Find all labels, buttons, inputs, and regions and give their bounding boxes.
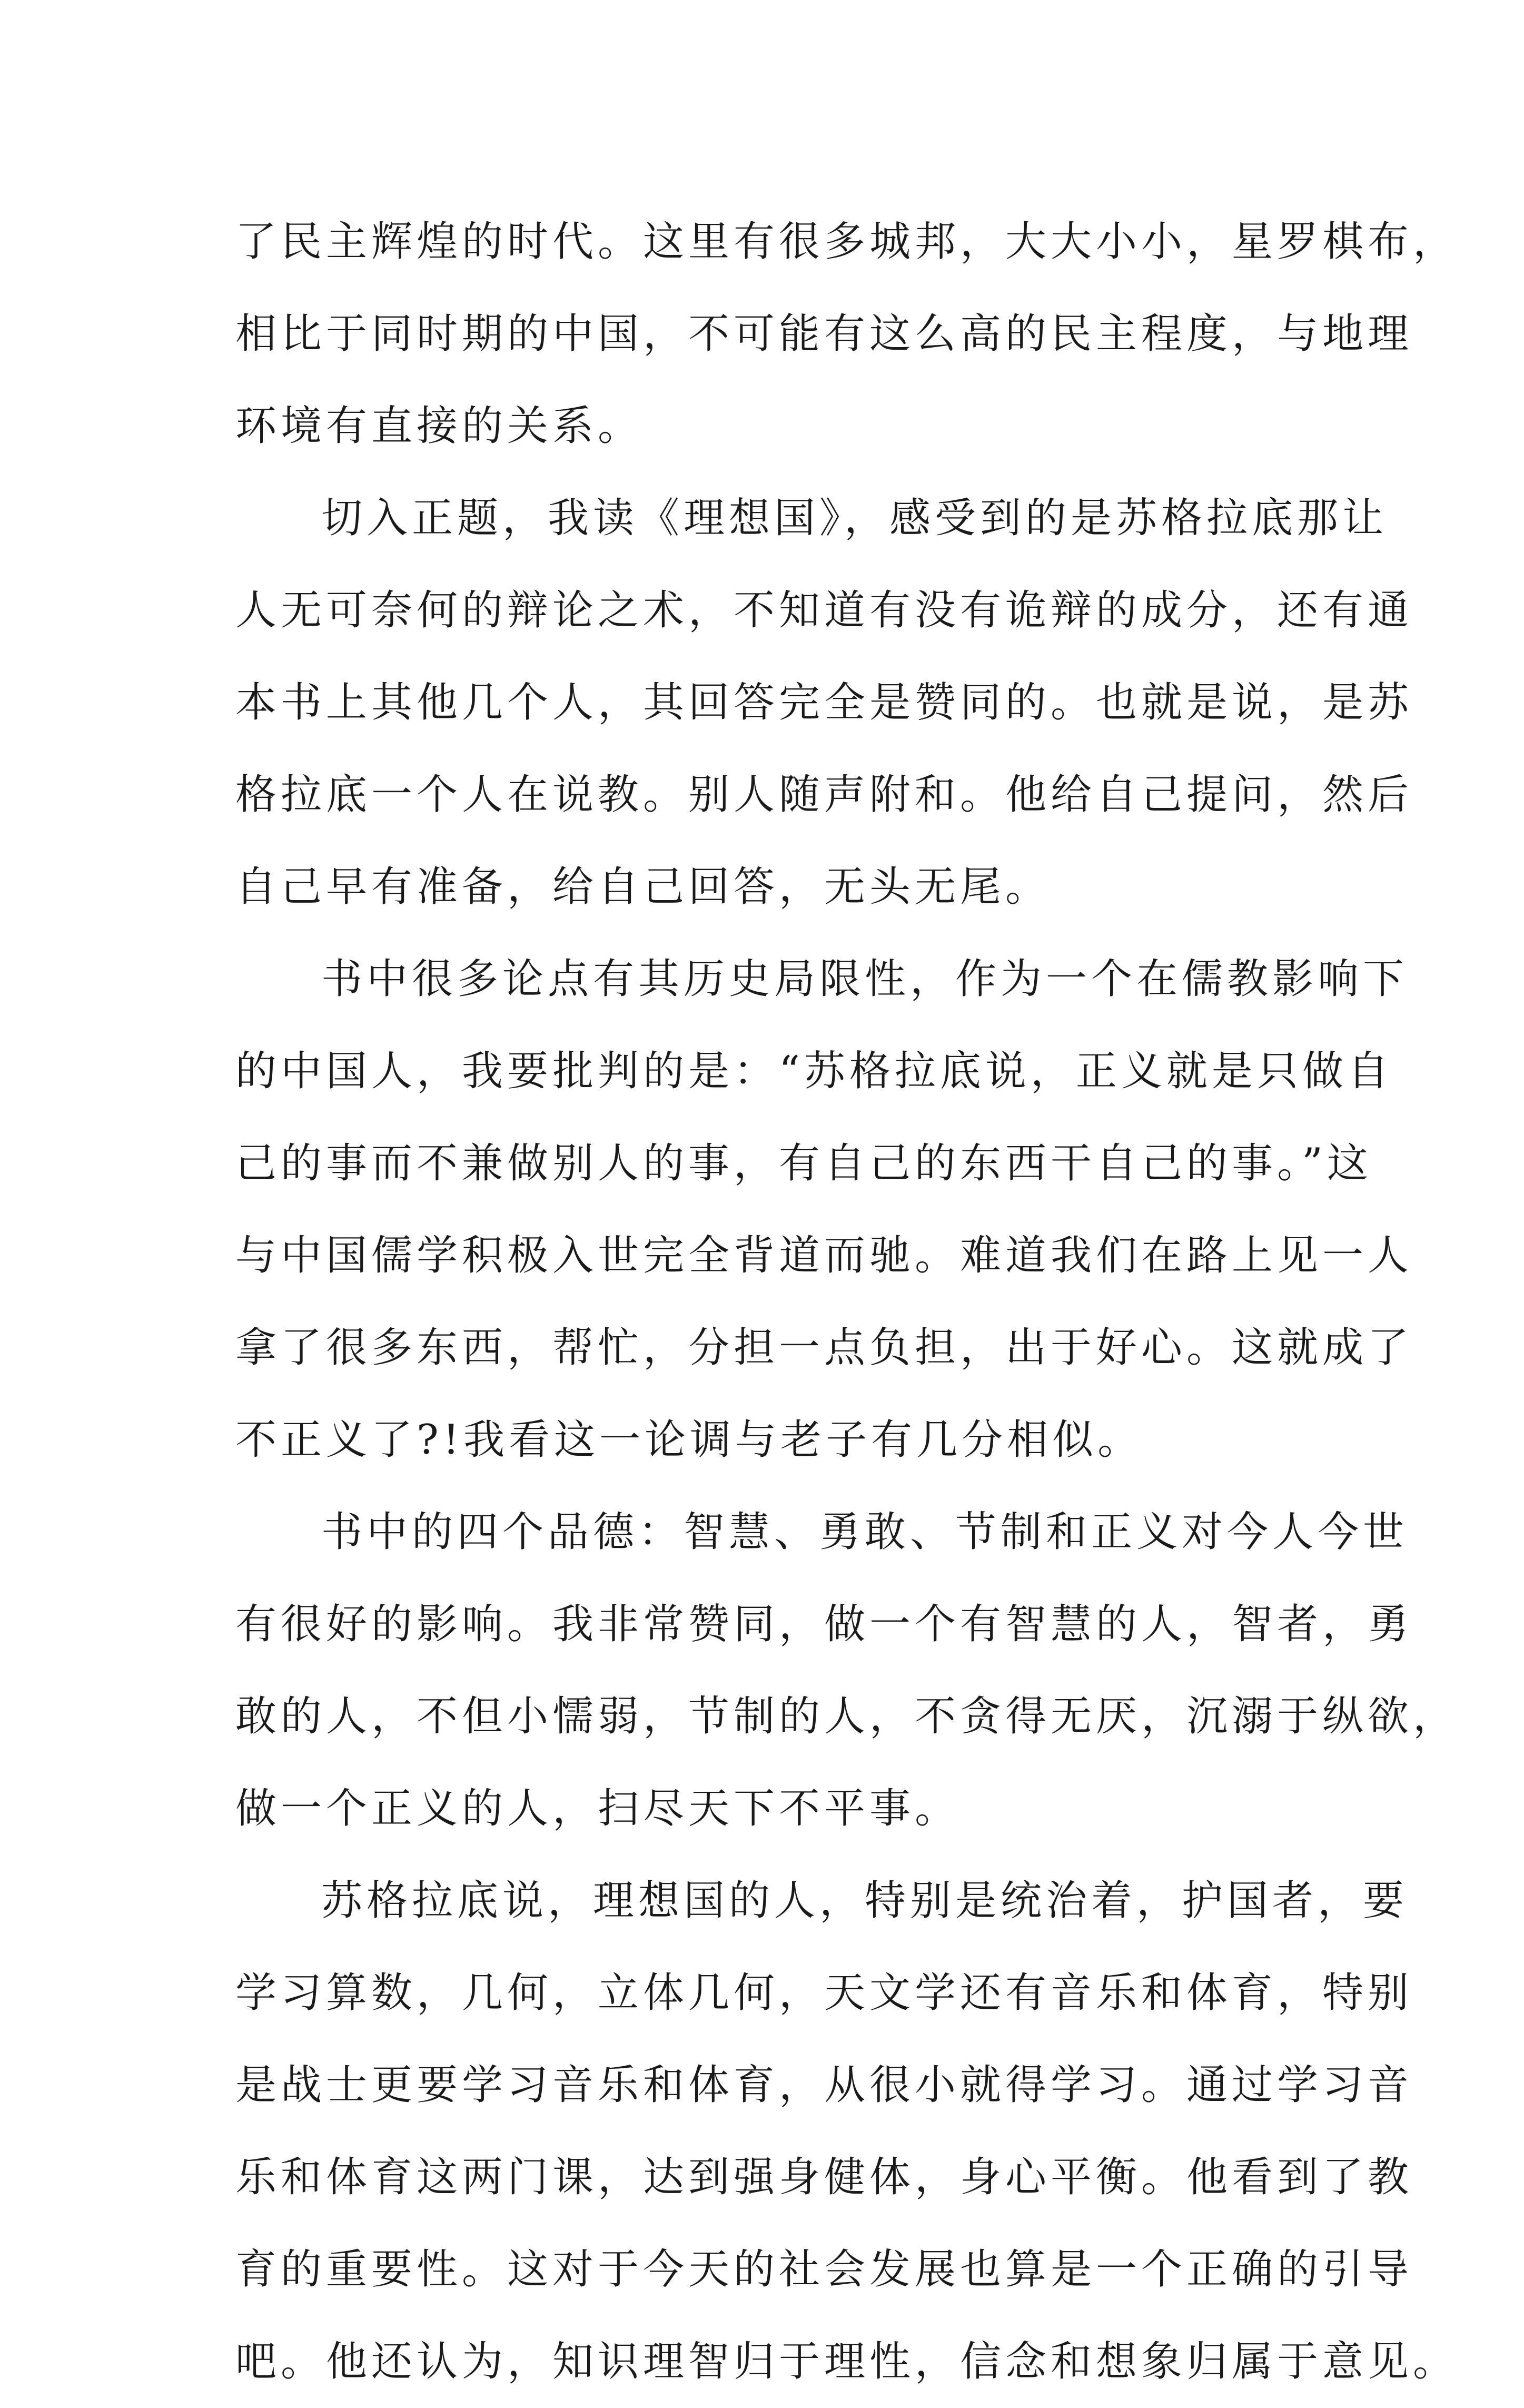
paragraph-first-line: 切入正题，我读《理想国》，感受到的是苏格拉底那让 <box>321 495 1388 542</box>
paragraph-first-line: 苏格拉底说，理想国的人，特别是统治着，护国者，要 <box>321 1877 1409 1925</box>
text-line: 育的重要性。这对于今天的社会发展也算是一个正确的引导 <box>235 2246 1413 2293</box>
text-line: 环境有直接的关系。 <box>235 402 644 450</box>
text-line: 不正义了?!我看这一论调与老子有几分相似。 <box>235 1416 1143 1464</box>
paragraph-first-line: 书中的四个品德：智慧、勇敢、节制和正义对今人今世 <box>321 1508 1409 1556</box>
text-line: 本书上其他几个人，其回答完全是赞同的。也就是说，是苏 <box>235 679 1413 726</box>
text-line: 吧。他还认为，知识理智归于理性，信念和想象归属于意见。 <box>235 2338 1459 2385</box>
text-line: 己的事而不兼做别人的事，有自己的东西干自己的事。”这 <box>235 1140 1372 1187</box>
text-line: 做一个正义的人，扫尽天下不平事。 <box>235 1785 961 1832</box>
text-line: 人无可奈何的辩论之术，不知道有没有诡辩的成分，还有通 <box>235 587 1413 634</box>
text-line: 了民主辉煌的时代。这里有很多城邦，大大小小，星罗棋布， <box>235 218 1459 265</box>
text-line: 自己早有准备，给自己回答，无头无尾。 <box>235 863 1051 911</box>
text-line: 是战士更要学习音乐和体育，从很小就得学习。通过学习音 <box>235 2061 1413 2109</box>
text-line: 拿了很多东西，帮忙，分担一点负担，出于好心。这就成了 <box>235 1324 1413 1371</box>
text-line: 的中国人，我要批判的是：“苏格拉底说，正义就是只做自 <box>235 1048 1393 1095</box>
text-line: 格拉底一个人在说教。别人随声附和。他给自己提问，然后 <box>235 771 1413 818</box>
text-line: 有很好的影响。我非常赞同，做一个有智慧的人，智者，勇 <box>235 1601 1413 1648</box>
paragraph-first-line: 书中很多论点有其历史局限性，作为一个在儒教影响下 <box>321 955 1409 1003</box>
text-line: 相比于同时期的中国，不可能有这么高的民主程度，与地理 <box>235 310 1413 358</box>
text-line: 乐和体育这两门课，达到强身健体，身心平衡。他看到了教 <box>235 2154 1413 2201</box>
text-line: 学习算数，几何，立体几何，天文学还有音乐和体育，特别 <box>235 1969 1413 2017</box>
text-line: 敢的人，不但小懦弱，节制的人，不贪得无厌，沉溺于纵欲， <box>235 1693 1459 1740</box>
body-text <box>235 196 1459 2408</box>
text-line: 与中国儒学积极入世完全背道而驰。难道我们在路上见一人 <box>235 1232 1413 1279</box>
